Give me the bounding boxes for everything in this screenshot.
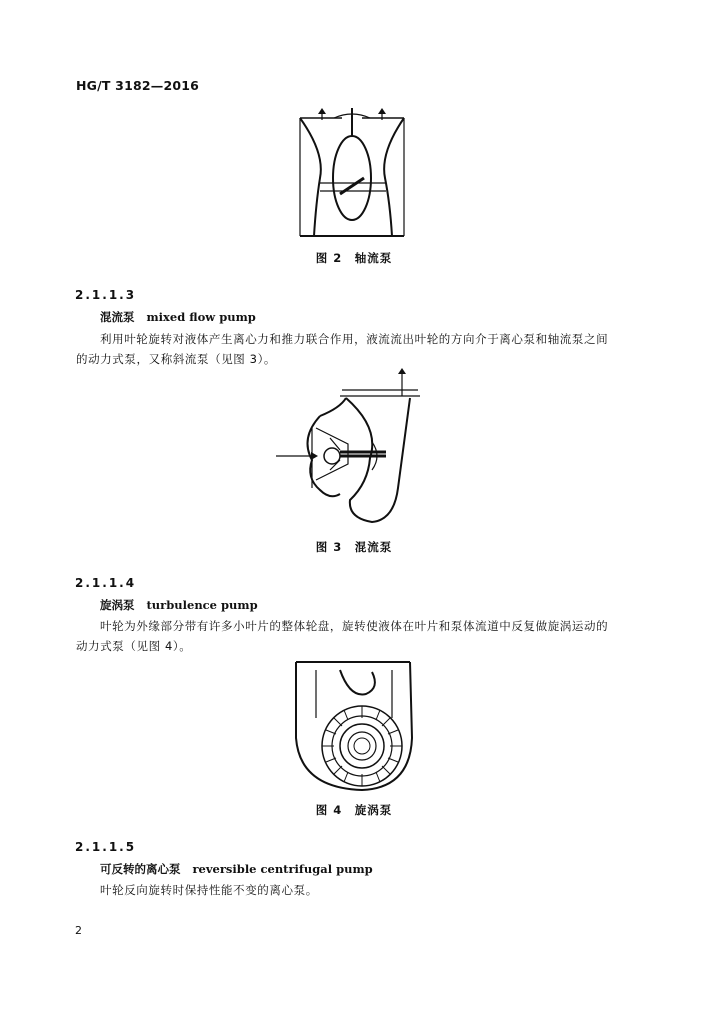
- definition-line: 叶轮反向旋转时保持性能不变的离心泵。: [100, 883, 318, 897]
- term-heading: [100, 597, 258, 613]
- term-en: mixed flow pump: [146, 310, 256, 324]
- section-number: 2.1.1.4: [75, 576, 137, 590]
- turbulence-pump-diagram: [0, 658, 724, 798]
- term-en: reversible centrifugal pump: [192, 862, 373, 876]
- figure-3-caption: 图 3 混流泵: [315, 540, 393, 554]
- term-cn: 可反转的离心泵: [100, 862, 181, 876]
- definition-line: 动力式泵（见图 4）。: [76, 639, 192, 653]
- term-heading: [100, 861, 373, 877]
- mixed-flow-pump-diagram: [0, 368, 724, 530]
- standard-number: HG/T 3182—2016: [76, 78, 200, 93]
- definition-line: 的动力式泵，又称斜流泵（见图 3）。: [76, 352, 277, 366]
- section-number: 2.1.1.5: [75, 840, 137, 854]
- term-en: turbulence pump: [146, 598, 258, 612]
- term-heading: [100, 309, 256, 325]
- term-cn: 旋涡泵: [100, 598, 135, 612]
- page-number: 2: [75, 924, 82, 937]
- axial-flow-pump-diagram: [0, 108, 724, 243]
- figure-2-caption: 图 2 轴流泵: [315, 251, 393, 265]
- term-cn: 混流泵: [100, 310, 135, 324]
- figure-4-caption: 图 4 旋涡泵: [315, 803, 393, 817]
- definition-line: 利用叶轮旋转对液体产生离心力和推力联合作用，液流流出叶轮的方向介于离心泵和轴流泵之间: [100, 332, 609, 346]
- section-number: 2.1.1.3: [75, 288, 137, 302]
- definition-line: 叶轮为外缘部分带有许多小叶片的整体轮盘，旋转使液体在叶片和泵体流道中反复做旋涡运动的: [100, 619, 609, 633]
